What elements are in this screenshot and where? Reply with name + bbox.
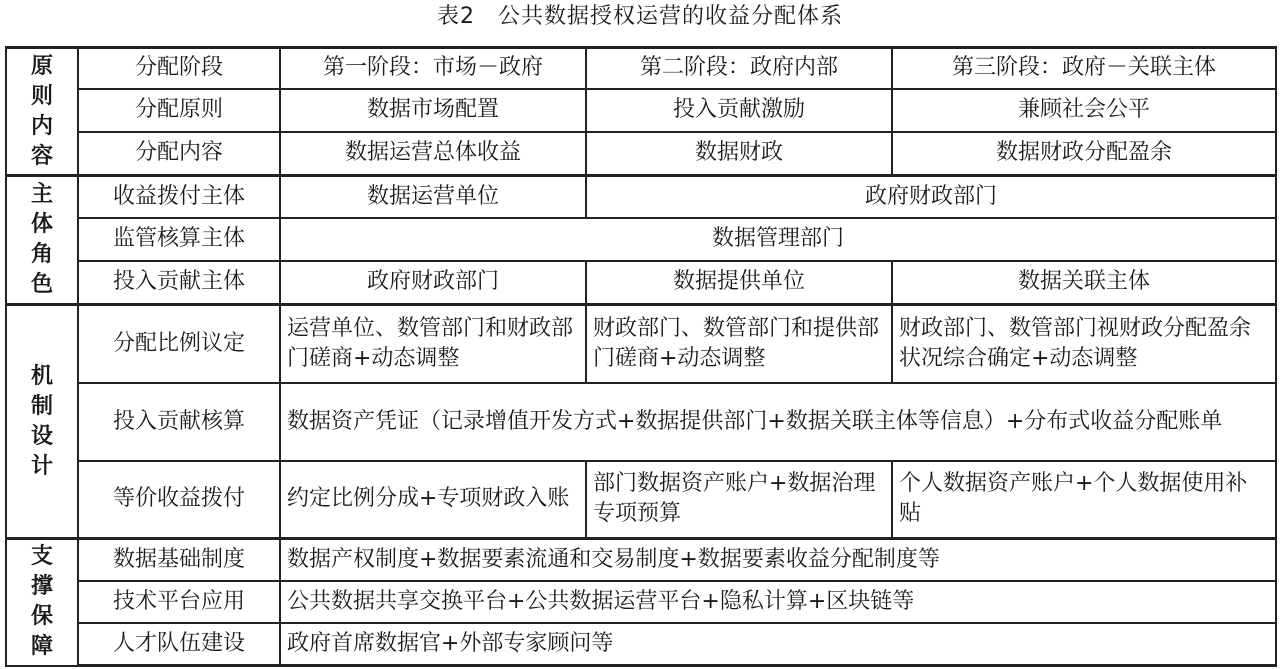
row-label-equivalent: 等价收益拨付 <box>78 461 280 539</box>
row-label-payment-subject: 收益拨付主体 <box>78 176 280 218</box>
table-row <box>6 581 1276 623</box>
cell-stage-3: 第三阶段：政府－关联主体 <box>892 48 1276 89</box>
cell-principle-3: 兼顾社会公平 <box>892 89 1276 132</box>
cell-principle-1: 数据市场配置 <box>280 89 586 132</box>
cell-contribution-subject-1: 政府财政部门 <box>280 261 586 305</box>
table-row <box>6 132 1276 176</box>
table-caption: 表2 公共数据授权运营的收益分配体系 <box>437 4 843 29</box>
table-row <box>6 48 1276 89</box>
revenue-distribution-table <box>5 46 1277 667</box>
cell-ratio-2: 财政部门、数管部门和提供部门磋商+动态调整 <box>586 305 892 383</box>
cell-equivalent-1: 约定比例分成+专项财政入账 <box>280 461 586 539</box>
cell-payment-subject-1: 数据运营单位 <box>280 176 586 218</box>
table-row <box>6 176 1276 218</box>
cell-supervision-subject: 数据管理部门 <box>280 218 1276 261</box>
cell-principle-2: 投入贡献激励 <box>586 89 892 132</box>
row-label-talent: 人才队伍建设 <box>78 623 280 666</box>
cell-stage-2: 第二阶段：政府内部 <box>586 48 892 89</box>
group-label-principle: 原则内容 <box>6 48 78 176</box>
cell-contribution-subject-3: 数据关联主体 <box>892 261 1276 305</box>
row-label-ratio: 分配比例议定 <box>78 305 280 383</box>
table-row <box>6 539 1276 581</box>
cell-content-3: 数据财政分配盈余 <box>892 132 1276 176</box>
row-label-principle: 分配原则 <box>78 89 280 132</box>
cell-platform: 公共数据共享交换平台+公共数据运营平台+隐私计算+区块链等 <box>280 581 1276 623</box>
cell-ratio-1: 运营单位、数管部门和财政部门磋商+动态调整 <box>280 305 586 383</box>
cell-payment-subject-23: 政府财政部门 <box>586 176 1276 218</box>
row-label-stage: 分配阶段 <box>78 48 280 89</box>
row-label-content: 分配内容 <box>78 132 280 176</box>
cell-equivalent-2: 部门数据资产账户+数据治理专项预算 <box>586 461 892 539</box>
group-label-support: 支撑保障 <box>6 539 78 666</box>
table-row <box>6 305 1276 383</box>
cell-contribution-subject-2: 数据提供单位 <box>586 261 892 305</box>
cell-accounting: 数据资产凭证（记录增值开发方式+数据提供部门+数据关联主体等信息）+分布式收益分配账单 <box>280 383 1276 461</box>
table-row <box>6 89 1276 132</box>
row-label-supervision-subject: 监管核算主体 <box>78 218 280 261</box>
cell-content-2: 数据财政 <box>586 132 892 176</box>
table-row <box>6 461 1276 539</box>
row-label-contribution-subject: 投入贡献主体 <box>78 261 280 305</box>
cell-content-1: 数据运营总体收益 <box>280 132 586 176</box>
cell-talent: 政府首席数据官+外部专家顾问等 <box>280 623 1276 666</box>
table-row <box>6 383 1276 461</box>
row-label-institution: 数据基础制度 <box>78 539 280 581</box>
cell-stage-1: 第一阶段：市场－政府 <box>280 48 586 89</box>
table-row <box>6 623 1276 666</box>
group-label-mechanism: 机制设计 <box>6 305 78 539</box>
group-label-subject: 主体角色 <box>6 176 78 305</box>
row-label-accounting: 投入贡献核算 <box>78 383 280 461</box>
cell-ratio-3: 财政部门、数管部门视财政分配盈余状况综合确定+动态调整 <box>892 305 1276 383</box>
cell-equivalent-3: 个人数据资产账户+个人数据使用补贴 <box>892 461 1276 539</box>
cell-institution: 数据产权制度+数据要素流通和交易制度+数据要素收益分配制度等 <box>280 539 1276 581</box>
table-row <box>6 218 1276 261</box>
table-row <box>6 261 1276 305</box>
row-label-platform: 技术平台应用 <box>78 581 280 623</box>
